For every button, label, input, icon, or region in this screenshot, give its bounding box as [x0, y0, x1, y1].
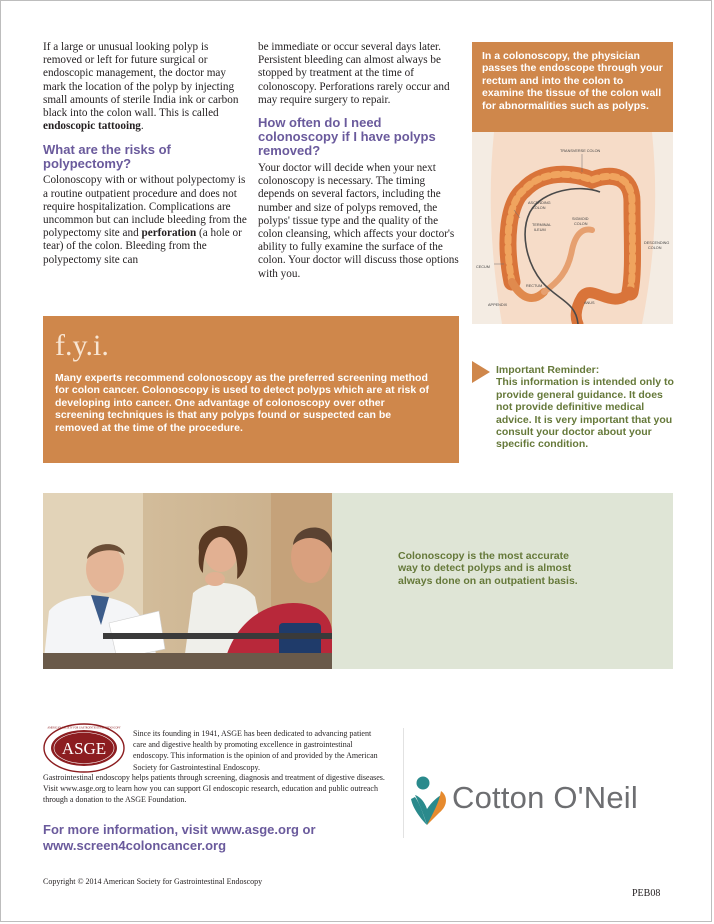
fyi-box — [43, 316, 459, 463]
copyright: Copyright © 2014 American Society for Gastrointestinal Endoscopy — [43, 877, 263, 886]
reminder-arrow-icon — [472, 361, 490, 383]
asge-logo — [43, 723, 125, 773]
label-cecum: CECUM — [476, 265, 490, 269]
tattooing-paragraph — [43, 41, 249, 133]
label-terminal-ileum-1: TERMINAL — [532, 223, 552, 227]
label-sigmoid-colon-2: COLON — [574, 222, 588, 226]
label-sigmoid-colon-1: SIGMOID — [572, 217, 589, 221]
asge-more: Gastrointestinal endoscopy helps patients through screening, diagnosis and treatment of digestive diseases. Visit www.asge.org to learn how you can support GI endoscopic research, education and public outreach through a donation to the ASGE Foundation. — [43, 773, 385, 805]
fyi-title: f.y.i. — [55, 329, 109, 362]
more-info — [43, 822, 363, 854]
asge-logo-text: ASGE — [61, 739, 107, 758]
tattooing-text: If a large or unusual looking polyp is removed or left for future surgical or endoscopic management, the doctor may mark the location of the polyp by injecting small amounts of sterile India ink or carbon black into the colon wall. This is called — [43, 41, 239, 120]
colon-diagram-box — [472, 42, 673, 324]
important-reminder — [496, 364, 676, 451]
asge-intro: Since its founding in 1941, ASGE has been dedicated to advancing patient care and digestive health by promoting excellence in gastrointestinal endoscopy. This information is the opinion of and provided by the American Society for Gastrointestinal Endoscopy. — [133, 729, 378, 772]
label-appendix: APPENDIX — [488, 303, 508, 307]
label-terminal-ileum-2: ILEUM — [534, 228, 546, 232]
label-descending-colon-1: DESCENDING — [644, 241, 670, 245]
fyi-text: Many experts recommend colonoscopy as the preferred screening method for colon cancer. Colonoscopy is used to detect polyps which are at risk of developing into cancer. One advantage of colonoscopy over other screening techniques is that any polyps found or suspected can be removed at the time of the procedure. — [55, 372, 430, 434]
tattooing-text-end: . — [140, 120, 144, 133]
reminder-text: This information is intended only to provide general guidance. It does not provide definitive medical advice. It is very important that you consult your doctor about your specific condition. — [496, 376, 674, 451]
label-anus: ANUS — [584, 301, 595, 305]
doctor-patient-photo — [43, 493, 332, 669]
perforation-term: perforation — [141, 227, 197, 240]
tattooing-term: endoscopic tattooing — [43, 120, 141, 133]
frequency-paragraph: Your doctor will decide when your next colonoscopy is necessary. The timing depends on several factors, including the number and size of polyps removed, the polyps' tissue type and the quality of the colon cleansing, which affects your doctor's ability to fully examine the surface of the colon. Your doctor will discuss those options with you. — [258, 162, 459, 280]
photo-caption: Colonoscopy is the most accurate way to detect polyps and is almost always done on an outpatient basis. — [398, 550, 578, 587]
label-transverse-colon: TRANSVERSE COLON — [560, 149, 601, 153]
cotton-oneil-logo-icon — [405, 773, 459, 827]
label-descending-colon-2: COLON — [648, 246, 662, 250]
frequency-heading: How often do I need colonoscopy if I have polyps removed? — [258, 115, 436, 159]
partner-name: Cotton O'Neil — [452, 780, 638, 815]
label-ascending-colon-2: COLON — [532, 206, 546, 210]
label-ascending-colon-1: ASCENDING — [528, 201, 551, 205]
risks-text-end: (a hole or tear) of the colon. Bleeding from the polypectomy site can — [43, 227, 242, 266]
more-info-line-2: www.screen4coloncancer.org — [43, 838, 227, 853]
footer-divider — [403, 728, 404, 838]
diagram-caption: In a colonoscopy, the physician passes the endoscope through your rectum and into the colon to examine the tissue of the colon wall for abnormalities such as polyps. — [472, 42, 673, 132]
risks-heading: What are the risks of polypectomy? — [43, 142, 171, 172]
article-column-1 — [43, 41, 249, 267]
reminder-title: Important Reminder: — [496, 364, 600, 376]
risks-paragraph — [43, 174, 249, 266]
label-rectum: RECTUM — [526, 284, 543, 288]
document-code: PEB08 — [632, 888, 661, 899]
asge-ring-text: AMERICAN SOCIETY FOR GASTROINTESTINAL ENDOSCOPY — [47, 726, 121, 730]
photo-caption-panel — [332, 493, 673, 669]
colon-diagram — [472, 132, 673, 324]
article-column-2 — [258, 41, 464, 281]
risks-text: Colonoscopy with or without polypectomy is a routine outpatient procedure and does not require hospitalization. Complications are uncommon but can include bleeding from the polypectomy site and — [43, 174, 247, 240]
bleeding-continuation: be immediate or occur several days later. Persistent bleeding can almost always be stopped by treatment at the time of colonoscopy. Perforations rarely occur and may require surgery to repair. — [258, 41, 450, 106]
more-info-line-1: For more information, visit www.asge.org or — [43, 822, 316, 837]
